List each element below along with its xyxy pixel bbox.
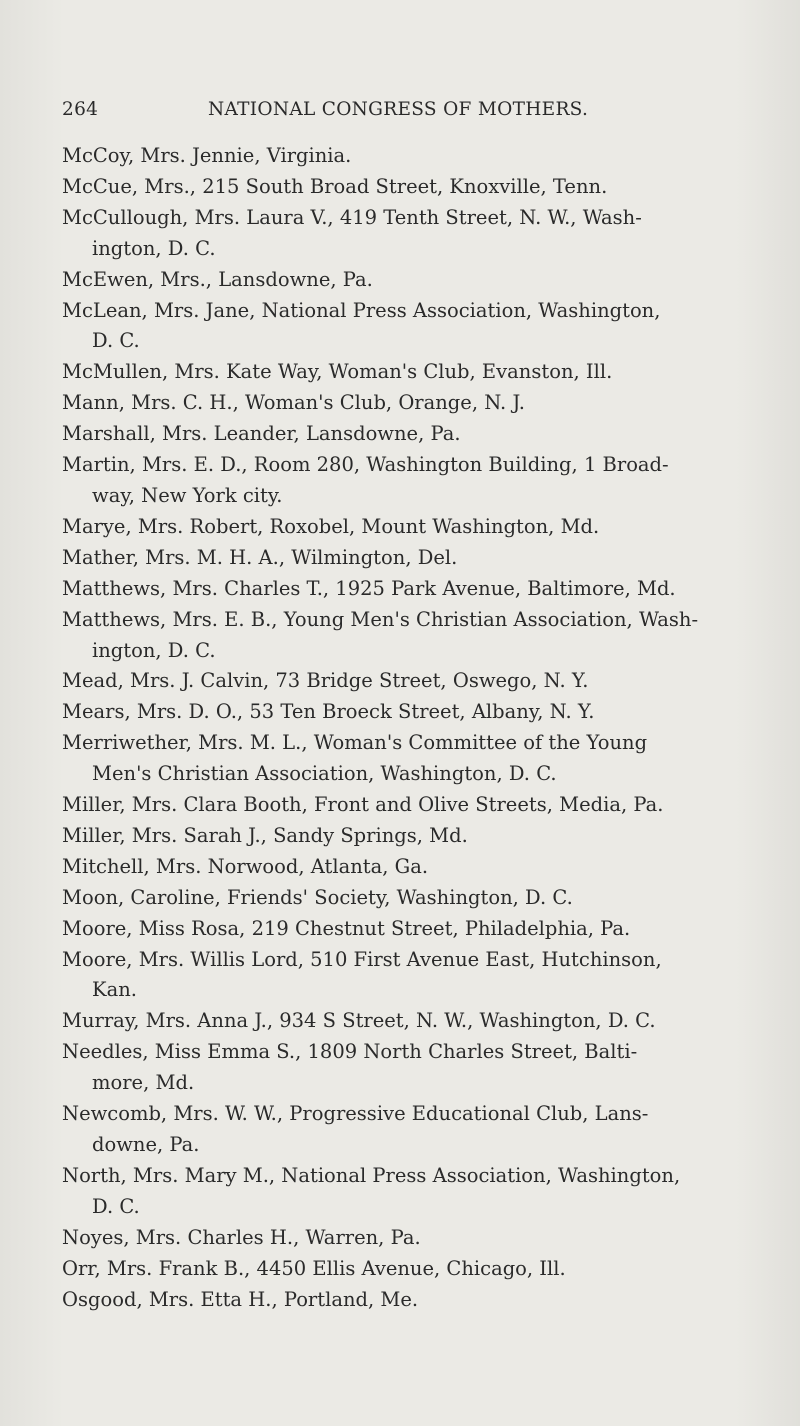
list-entry — [62, 172, 782, 203]
list-entry — [62, 1161, 782, 1223]
entry-line: McCullough, Mrs. Laura V., 419 Tenth Street, N. W., Wash- — [62, 205, 642, 229]
entry-line: Moon, Caroline, Friends' Society, Washington, D. C. — [62, 885, 573, 909]
list-entry — [62, 1254, 782, 1285]
entry-line: Miller, Mrs. Sarah J., Sandy Springs, Md. — [62, 823, 468, 847]
entry-line: Matthews, Mrs. Charles T., 1925 Park Avenue, Baltimore, Md. — [62, 576, 676, 600]
entry-line: McLean, Mrs. Jane, National Press Association, Washington, — [62, 298, 661, 322]
list-entry — [62, 790, 782, 821]
list-entry — [62, 388, 782, 419]
list-entry — [62, 1285, 782, 1316]
entry-line: McMullen, Mrs. Kate Way, Woman's Club, Evanston, Ill. — [62, 360, 613, 384]
entry-line: Needles, Miss Emma S., 1809 North Charles Street, Balti- — [62, 1040, 638, 1064]
entry-line: McCoy, Mrs. Jennie, Virginia. — [62, 144, 352, 167]
entry-line: Marye, Mrs. Robert, Roxobel, Mount Washington, Md. — [62, 514, 600, 538]
list-entry — [62, 697, 782, 728]
entry-line: way, New York city. — [92, 483, 283, 507]
list-entry — [62, 543, 782, 574]
list-entry — [62, 419, 782, 450]
entry-line: Mann, Mrs. C. H., Woman's Club, Orange, N. J. — [62, 391, 525, 415]
list-entry — [62, 512, 782, 543]
list-entry — [62, 574, 782, 605]
list-entry — [62, 265, 782, 296]
list-entry — [62, 666, 782, 697]
entry-line: Merriwether, Mrs. M. L., Woman's Committee of the Young — [62, 731, 648, 755]
list-entry — [62, 728, 782, 790]
entry-line: downe, Pa. — [92, 1133, 200, 1156]
entry-line: North, Mrs. Mary M., National Press Association, Washington, — [62, 1163, 681, 1187]
entry-line: Newcomb, Mrs. W. W., Progressive Educational Club, Lans- — [62, 1102, 649, 1126]
list-entry — [62, 203, 782, 265]
list-entry — [62, 821, 782, 852]
list-entry — [62, 357, 782, 388]
running-head: NATIONAL CONGRESS OF MOTHERS. — [208, 99, 589, 120]
entry-line: McCue, Mrs., 215 South Broad Street, Knoxville, Tenn. — [62, 174, 608, 198]
list-entry — [62, 296, 782, 358]
list-entry — [62, 852, 782, 883]
list-entry — [62, 1037, 782, 1099]
entry-line: Osgood, Mrs. Etta H., Portland, Me. — [62, 1287, 419, 1311]
entry-line: D. C. — [92, 1194, 140, 1218]
list-entry — [62, 945, 782, 1007]
list-entry — [62, 450, 782, 512]
entry-line: Mears, Mrs. D. O., 53 Ten Broeck Street, Albany, N. Y. — [62, 700, 595, 724]
entry-line: Noyes, Mrs. Charles H., Warren, Pa. — [62, 1225, 421, 1249]
entry-line: Martin, Mrs. E. D., Room 280, Washington Building, 1 Broad- — [62, 453, 669, 477]
entry-line: more, Md. — [92, 1071, 195, 1095]
list-entry — [62, 605, 782, 667]
list-entry — [62, 914, 782, 945]
entry-line: Moore, Mrs. Willis Lord, 510 First Avenue East, Hutchinson, — [62, 947, 662, 971]
entry-line: Moore, Miss Rosa, 219 Chestnut Street, Philadelphia, Pa. — [62, 916, 631, 940]
entry-line: McEwen, Mrs., Lansdowne, Pa. — [62, 267, 373, 291]
entry-line: Men's Christian Association, Washington, D. C. — [92, 762, 557, 786]
entry-line: Orr, Mrs. Frank B., 4450 Ellis Avenue, Chicago, Ill. — [62, 1256, 566, 1280]
list-entry — [62, 883, 782, 914]
entry-line: Marshall, Mrs. Leander, Lansdowne, Pa. — [62, 422, 461, 446]
list-entry — [62, 141, 782, 172]
entry-line: Mather, Mrs. M. H. A., Wilmington, Del. — [62, 545, 458, 569]
entry-line: Matthews, Mrs. E. B., Young Men's Christian Association, Wash- — [62, 607, 699, 631]
entry-line: ington, D. C. — [92, 236, 216, 260]
list-entry — [62, 1223, 782, 1254]
entry-line: Murray, Mrs. Anna J., 934 S Street, N. W., Washington, D. C. — [62, 1009, 656, 1033]
member-list — [62, 141, 782, 1315]
page-number: 264 — [62, 99, 99, 120]
page-header — [62, 99, 702, 133]
entry-line: Kan. — [92, 978, 137, 1002]
list-entry — [62, 1099, 782, 1161]
entry-line: Mitchell, Mrs. Norwood, Atlanta, Ga. — [62, 854, 429, 878]
entry-line: Miller, Mrs. Clara Booth, Front and Olive Streets, Media, Pa. — [62, 793, 664, 817]
entry-line: ington, D. C. — [92, 638, 216, 662]
entry-line: D. C. — [92, 329, 140, 353]
entry-line: Mead, Mrs. J. Calvin, 73 Bridge Street, Oswego, N. Y. — [62, 669, 589, 693]
list-entry — [62, 1006, 782, 1037]
